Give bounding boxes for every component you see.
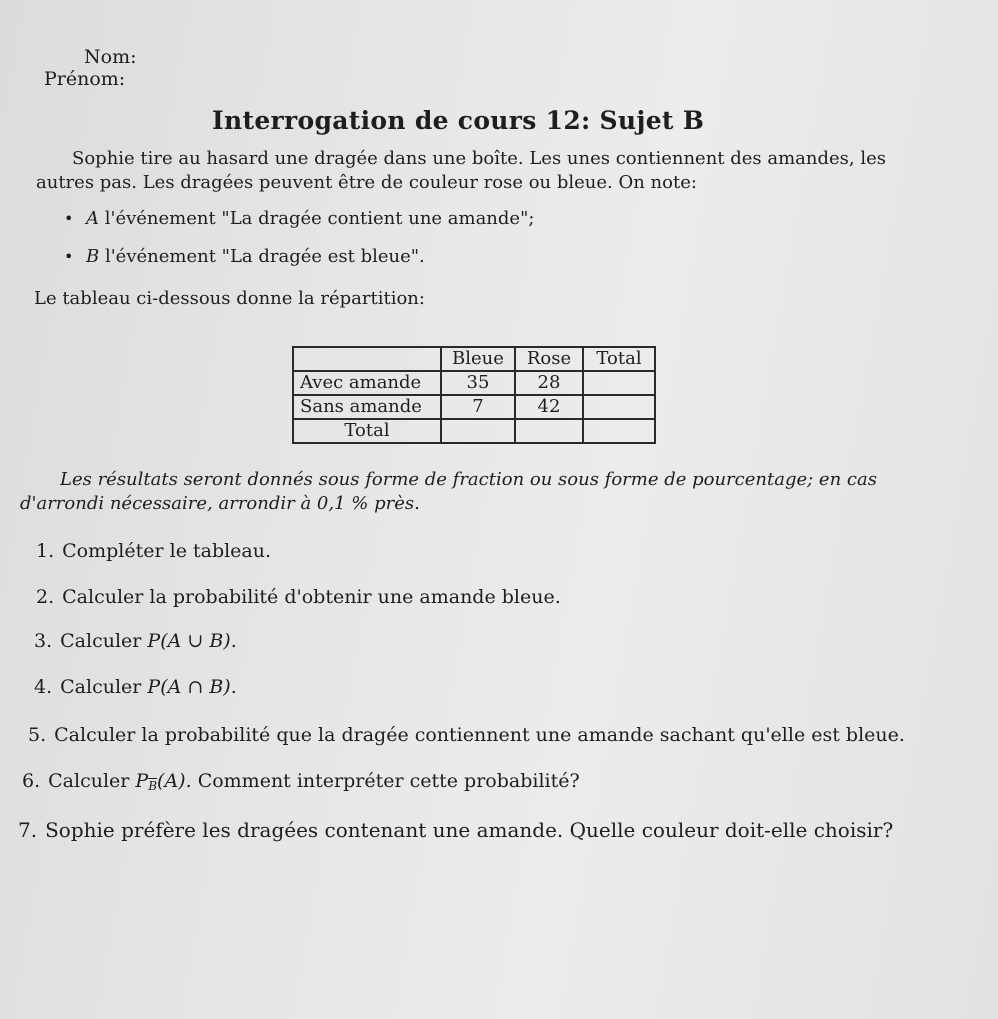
table-cell: 28 (515, 371, 583, 395)
intro-line-2: autres pas. Les dragées peuvent être de couleur rose ou bleue. On note: (36, 172, 697, 193)
question-text: Sophie préfère les dragées contenant une amande. Quelle couleur doit-elle choisir? (45, 818, 894, 842)
table-cell (583, 419, 655, 443)
question-text: Calculer (60, 676, 142, 698)
bullet-event-b (64, 246, 425, 267)
table-header-row (293, 347, 655, 371)
question-1 (36, 540, 271, 562)
prenom-label: Prénom: (44, 68, 126, 90)
question-2 (36, 586, 561, 608)
results-note-line-1: Les résultats seront donnés sous forme de fraction ou sous forme de pourcentage; en cas (60, 469, 877, 490)
question-5 (28, 724, 905, 746)
table-intro: Le tableau ci-dessous donne la répartition: (34, 288, 425, 309)
question-math-arg: (A). (157, 770, 192, 792)
table-cell: 35 (441, 371, 515, 395)
question-text: Calculer la probabilité d'obtenir une amande bleue. (62, 586, 561, 608)
bullet-event-a (64, 208, 534, 229)
bullet-var: A (86, 208, 99, 229)
table-cell (441, 419, 515, 443)
question-7 (18, 818, 893, 842)
table-corner (293, 347, 441, 371)
table-cell: 42 (515, 395, 583, 419)
table-cell (583, 395, 655, 419)
question-math: P(A ∪ B). (147, 630, 237, 652)
header-total: Total (583, 347, 655, 371)
table-cell (583, 371, 655, 395)
bullet-dot-icon: • (64, 247, 74, 266)
question-math-p: P (135, 770, 149, 792)
page-title: Interrogation de cours 12: Sujet B (212, 106, 705, 135)
table-cell: 7 (441, 395, 515, 419)
question-number: 4. (34, 676, 53, 698)
results-note-line-2: d'arrondi nécessaire, arrondir à 0,1 % près. (20, 493, 420, 514)
bullet-text: l'événement "La dragée contient une amande"; (104, 208, 535, 229)
question-3 (34, 630, 237, 652)
nom-label: Nom: (84, 46, 137, 68)
bullet-var: B (86, 246, 100, 267)
table-cell (515, 419, 583, 443)
question-text-after: Comment interpréter cette probabilité? (197, 770, 580, 792)
distribution-table (292, 346, 656, 444)
bullet-text: l'événement "La dragée est bleue". (104, 246, 425, 267)
row-label: Sans amande (293, 395, 441, 419)
question-number: 5. (28, 724, 47, 746)
header-rose: Rose (515, 347, 583, 371)
bullet-dot-icon: • (64, 209, 74, 228)
question-text: Calculer (48, 770, 130, 792)
row-label: Avec amande (293, 371, 441, 395)
row-label: Total (293, 419, 441, 443)
question-text: Calculer (60, 630, 142, 652)
question-text: Calculer la probabilité que la dragée contiennent une amande sachant qu'elle est bleue. (54, 724, 905, 746)
question-math: P(A ∩ B). (147, 676, 237, 698)
header-bleue: Bleue (441, 347, 515, 371)
table-row (293, 395, 655, 419)
question-number: 7. (18, 818, 38, 842)
table-row (293, 371, 655, 395)
intro-line-1: Sophie tire au hasard une dragée dans une boîte. Les unes contiennent des amandes, les (72, 148, 887, 169)
question-number: 2. (36, 586, 55, 608)
question-text: Compléter le tableau. (62, 540, 272, 562)
question-6 (22, 770, 580, 793)
table-row (293, 419, 655, 443)
question-number: 1. (36, 540, 55, 562)
question-math-sub: $\overline{B}$ (148, 779, 158, 793)
question-number: 3. (34, 630, 53, 652)
question-4 (34, 676, 237, 698)
question-number: 6. (22, 770, 41, 792)
